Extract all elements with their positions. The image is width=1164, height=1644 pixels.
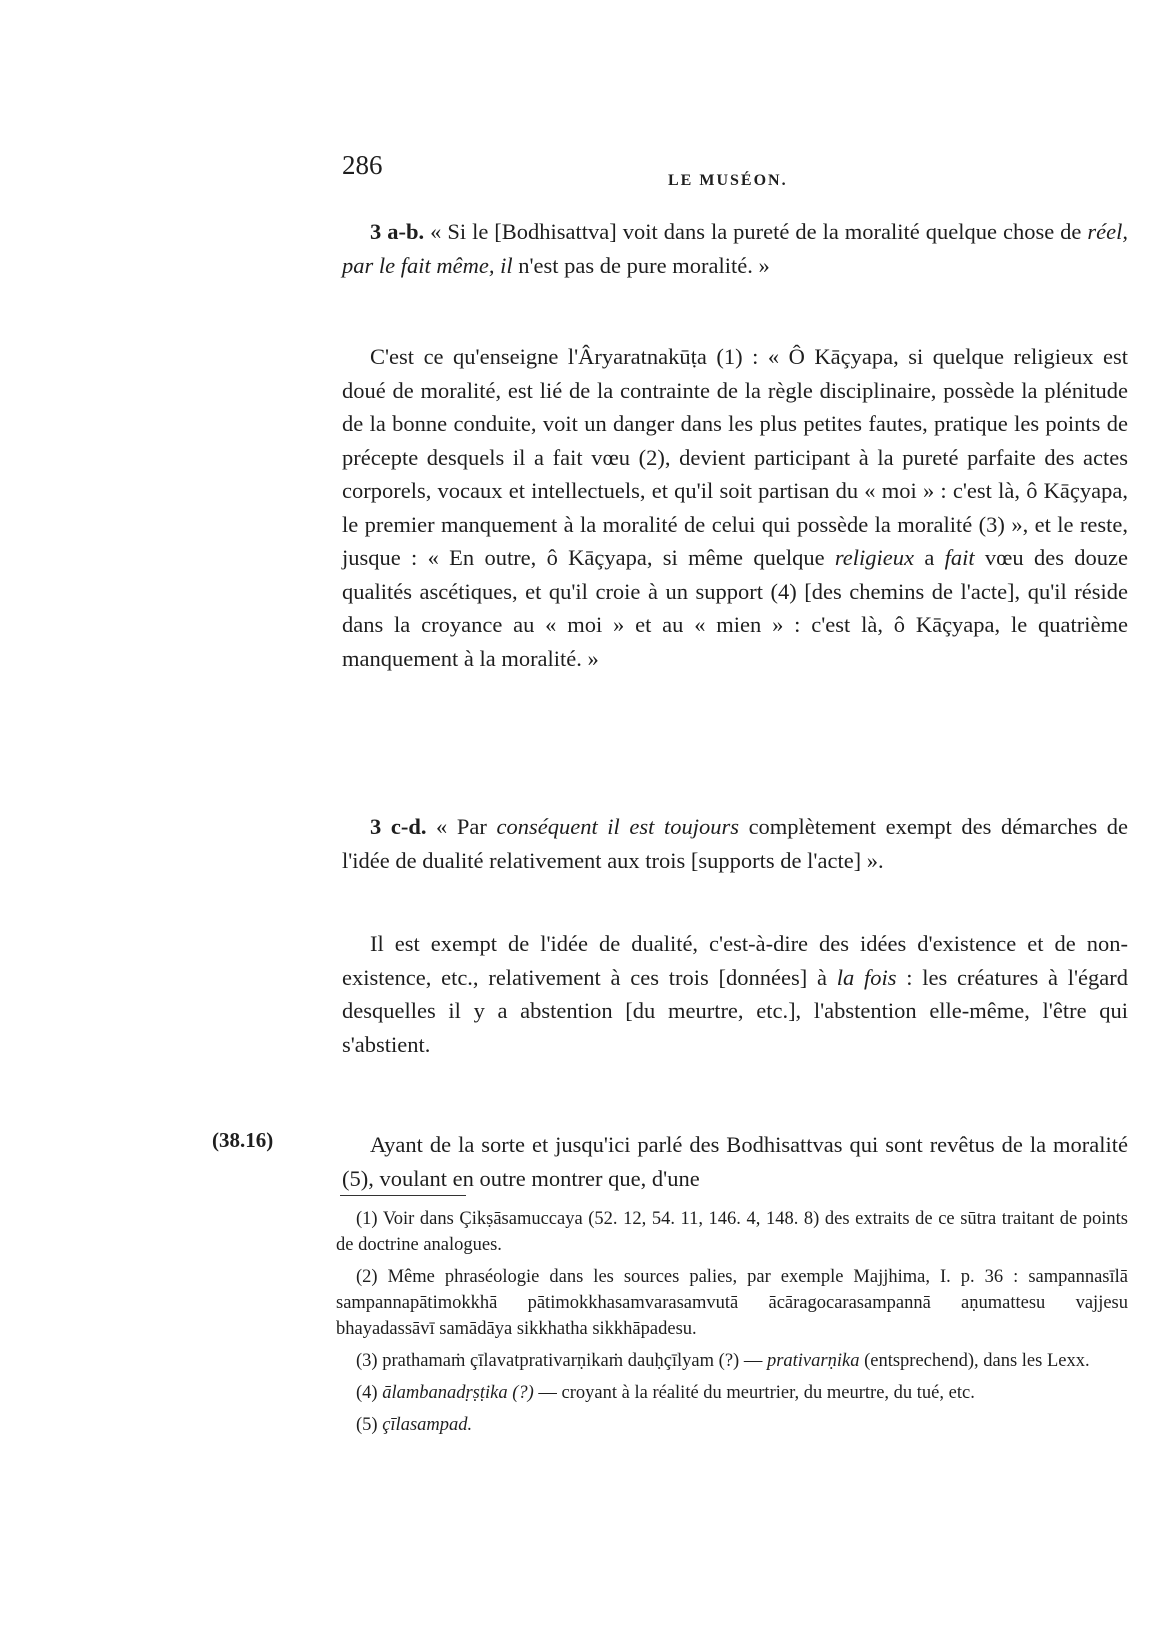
paragraph-3ab — [342, 215, 1128, 282]
paragraph-quote-em: religieux — [834, 545, 915, 570]
paragraph-quote-mid: a — [914, 545, 945, 570]
paragraph-duality-em: la fois — [836, 964, 897, 990]
paragraph-3cd-text-em: conséquent il est toujours — [496, 814, 739, 839]
paragraph-ratnakuta-quote — [342, 340, 1128, 675]
footnote-2: (2) Même phraséologie dans les sources palies, par exemple Majjhima, I. p. 36 : sampannasīlā sampannapātimokkhā pātimokkhasamvarasamvutā ācāragocarasampannā aṇumattesu vajjesu bhayadassāvī samādāya sikkhatha sikkhāpadesu. — [336, 1267, 1128, 1339]
footnote-5-em: çīlasampad. — [382, 1415, 473, 1435]
footnote-3-text-a: (3) prathamaṁ çīlavatprativarṇikaṁ dauḥçīlyam (?) — — [356, 1351, 767, 1371]
page-number: 286 — [342, 150, 383, 180]
verse-label-3cd: 3 c-d. — [370, 814, 427, 839]
footnote-4-text-b: — croyant à la réalité du meurtrier, du meurtre, du tué, etc. — [533, 1383, 975, 1403]
paragraph-3cd — [342, 810, 1128, 877]
footnote-5 — [336, 1412, 1128, 1438]
paragraph-3cd-text-b: complètement exempt des démarches de l'idée de dualité relativement aux trois [supports de l'acte] ». — [342, 814, 1129, 873]
paragraph-duality — [342, 927, 1128, 1061]
paragraph-bodhisattvas-text: Ayant de la sorte et jusqu'ici parlé des Bodhisattvas qui sont revêtus de la moralité (5), voulant en outre montrer que, d'une — [342, 1132, 1128, 1191]
footnote-3-text-b: (entsprechend), dans les Lexx. — [859, 1351, 1090, 1371]
running-title: LE MUSÉON. — [668, 172, 788, 189]
footnote-1: (1) Voir dans Çikṣāsamuccaya (52. 12, 54. 11, 146. 4, 148. 8) des extraits de ce sūtra traitant de points de doctrine analogues. — [336, 1209, 1128, 1255]
footnote-rule — [340, 1195, 466, 1196]
paragraph-bodhisattvas — [342, 1128, 1128, 1195]
paragraph-3ab-text-em: réel, par le fait même, il — [342, 219, 1128, 278]
margin-reference: (38.16) — [212, 1128, 274, 1152]
footnotes — [336, 1206, 1128, 1444]
paragraph-quote-end: vœu des douze qualités ascétiques, et qu'il croie à un support (4) [des chemins de l'acte], qu'il réside dans la croyance au « moi » et au « mien » : c'est là, ô Kāçyapa, le quatrième manquement à la moralité. » — [342, 545, 1128, 671]
paragraph-3cd-text-a: « Par — [426, 814, 497, 839]
paragraph-3ab-text-a: « Si le [Bodhisattva] voit dans la pureté de la moralité quelque chose de — [424, 219, 1088, 244]
footnote-5-text-a: (5) — [356, 1415, 383, 1435]
paragraph-quote-em2: fait — [944, 545, 975, 570]
verse-label-3ab: 3 a-b. — [370, 219, 425, 244]
footnote-4-em: ālambanadṛṣṭika (?) — [382, 1383, 534, 1403]
paragraph-duality-text-b: : les créatures à l'égard desquelles il y a abstention [du meurtre, etc.], l'abstention elle-même, l'être qui s'abstient. — [342, 964, 1128, 1057]
footnote-3-em: prativarṇika — [766, 1351, 860, 1371]
footnote-3 — [336, 1348, 1128, 1374]
paragraph-3ab-text-b: n'est pas de pure moralité. » — [512, 252, 770, 278]
footnote-4 — [336, 1380, 1128, 1406]
paragraph-duality-text-a: Il est exempt de l'idée de dualité, c'est-à-dire des idées d'existence et de non-existence, etc., relativement à ces trois [données] à — [342, 931, 1128, 990]
paragraph-quote-text: C'est ce qu'enseigne l'Âryaratnakūṭa (1) : « Ô Kāçyapa, si quelque religieux est doué de moralité, est lié de la contrainte de la règle disciplinaire, possède la plénitude de la bonne conduite, voit un danger dans les plus petites fautes, pratique les points de précepte desquels il a fait vœu (2), devient participant à la pureté parfaite des actes corporels, vocaux et intellectuels, et qu'il soit partisan du « moi » : c'est là, ô Kāçyapa, le premier manquement à la moralité de celui qui possède la moralité (3) », et le reste, jusque : « En outre, ô Kāçyapa, si même quelque — [342, 344, 1128, 570]
footnote-4-text-a: (4) — [356, 1383, 383, 1403]
